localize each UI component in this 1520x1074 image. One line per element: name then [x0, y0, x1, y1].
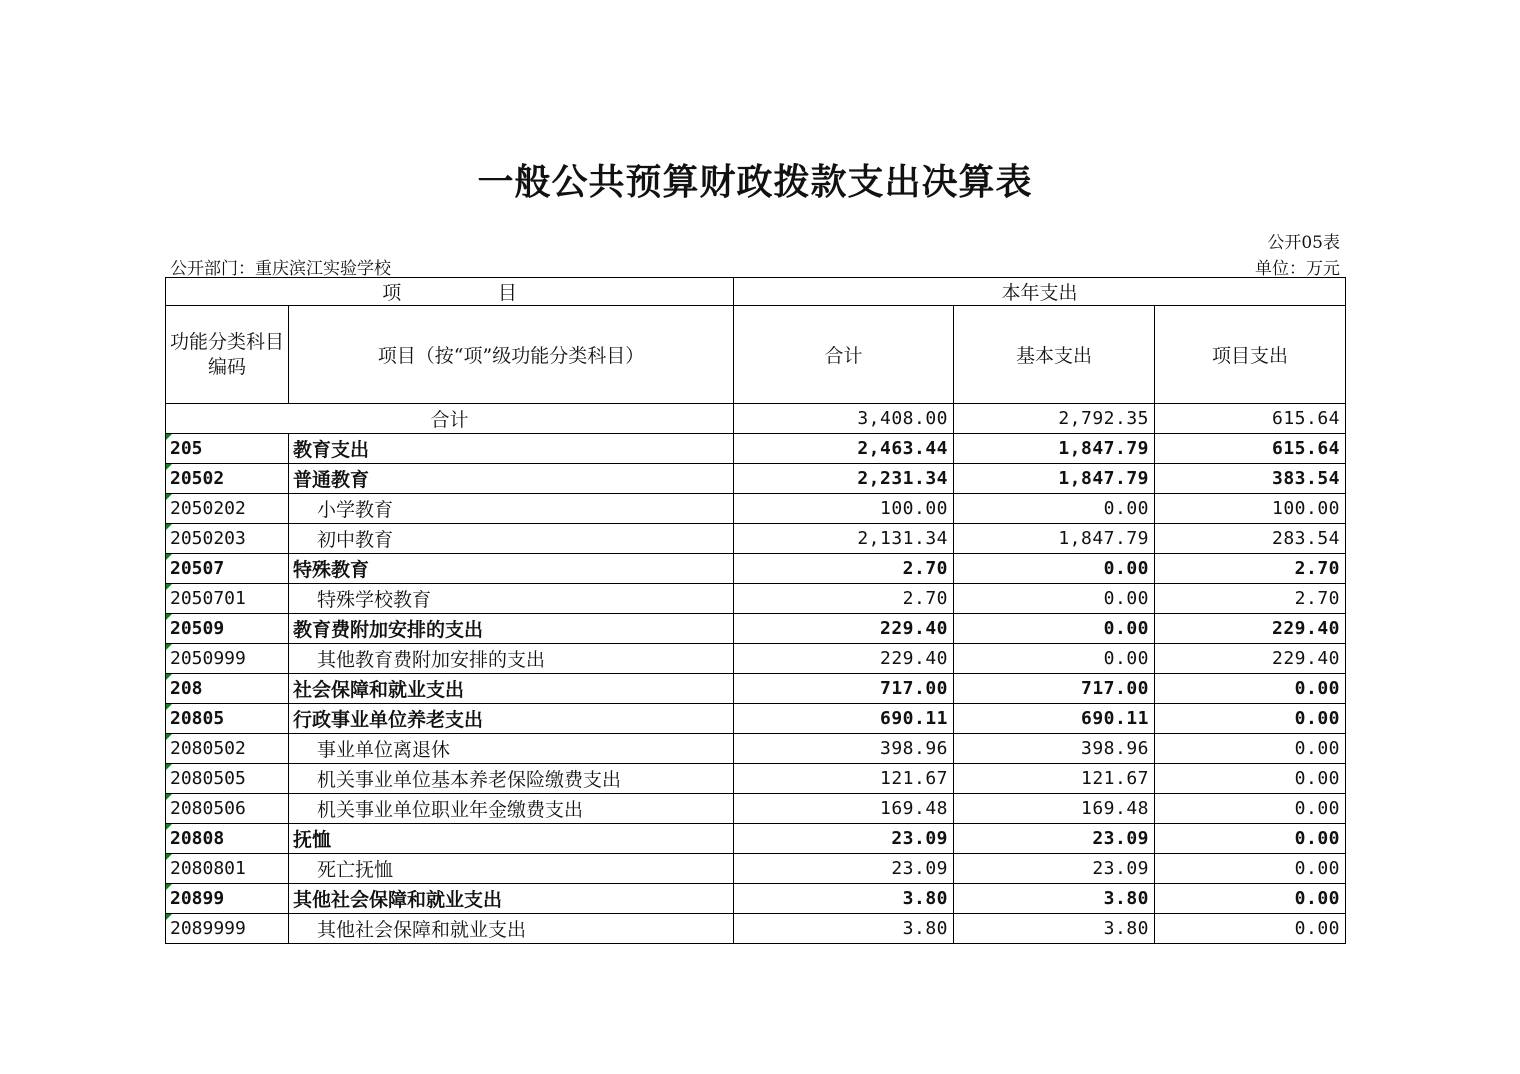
code-text: 20502 — [170, 468, 225, 489]
header-project: 项目支出 — [1155, 306, 1346, 404]
code-text: 2080801 — [170, 858, 246, 879]
total-cell: 2,463.44 — [734, 434, 954, 464]
name-cell: 教育费附加安排的支出 — [289, 614, 734, 644]
table-row — [166, 734, 1346, 764]
code-cell — [166, 614, 289, 644]
cell-marker-icon — [166, 644, 172, 650]
code-cell — [166, 584, 289, 614]
header-code: 功能分类科目编码 — [166, 306, 289, 404]
total-cell: 2,131.34 — [734, 524, 954, 554]
name-cell: 社会保障和就业支出 — [289, 674, 734, 704]
project-cell: 2.70 — [1155, 554, 1346, 584]
cell-marker-icon — [166, 794, 172, 800]
header-name: 项目（按“项”级功能分类科目） — [289, 306, 734, 404]
code-text: 2050701 — [170, 588, 246, 609]
code-cell — [166, 434, 289, 464]
table-row — [166, 644, 1346, 674]
cell-marker-icon — [166, 884, 172, 890]
basic-cell: 1,847.79 — [954, 434, 1155, 464]
total-cell: 229.40 — [734, 614, 954, 644]
table-row — [166, 494, 1346, 524]
table-row — [166, 674, 1346, 704]
header-row-1 — [166, 278, 1346, 306]
code-text: 2050203 — [170, 528, 246, 549]
basic-cell: 169.48 — [954, 794, 1155, 824]
code-cell — [166, 854, 289, 884]
code-text: 2080502 — [170, 738, 246, 759]
code-cell — [166, 884, 289, 914]
basic-cell: 0.00 — [954, 614, 1155, 644]
total-row — [166, 404, 1346, 434]
name-cell: 事业单位离退休 — [289, 734, 734, 764]
cell-marker-icon — [166, 494, 172, 500]
project-cell: 0.00 — [1155, 704, 1346, 734]
cell-marker-icon — [166, 704, 172, 710]
basic-cell: 121.67 — [954, 764, 1155, 794]
form-number: 公开05表 — [1267, 233, 1340, 253]
basic-cell: 3.80 — [954, 914, 1155, 944]
code-text: 20507 — [170, 558, 225, 579]
cell-marker-icon — [166, 524, 172, 530]
name-cell: 其他社会保障和就业支出 — [289, 914, 734, 944]
basic-cell: 23.09 — [954, 824, 1155, 854]
code-cell — [166, 914, 289, 944]
cell-marker-icon — [166, 764, 172, 770]
code-cell — [166, 704, 289, 734]
header-item-group: 项 目 — [166, 278, 734, 306]
cell-marker-icon — [166, 434, 172, 440]
total-cell: 690.11 — [734, 704, 954, 734]
cell-marker-icon — [166, 854, 172, 860]
basic-cell: 0.00 — [954, 584, 1155, 614]
name-cell: 死亡抚恤 — [289, 854, 734, 884]
total-cell: 3.80 — [734, 914, 954, 944]
page-title: 一般公共预算财政拨款支出决算表 — [477, 162, 1033, 203]
table-row — [166, 884, 1346, 914]
table-row — [166, 794, 1346, 824]
code-text: 208 — [170, 678, 203, 699]
total-cell: 23.09 — [734, 854, 954, 884]
header-total: 合计 — [734, 306, 954, 404]
project-cell: 0.00 — [1155, 884, 1346, 914]
total-cell: 100.00 — [734, 494, 954, 524]
project-cell: 0.00 — [1155, 674, 1346, 704]
total-cell: 2,231.34 — [734, 464, 954, 494]
expense-table — [165, 277, 1346, 944]
header-year-expense: 本年支出 — [734, 278, 1346, 306]
name-cell: 抚恤 — [289, 824, 734, 854]
code-text: 20509 — [170, 618, 225, 639]
total-cell: 717.00 — [734, 674, 954, 704]
basic-cell: 690.11 — [954, 704, 1155, 734]
project-cell: 283.54 — [1155, 524, 1346, 554]
total-cell: 169.48 — [734, 794, 954, 824]
code-cell — [166, 464, 289, 494]
project-cell: 2.70 — [1155, 584, 1346, 614]
code-text: 2089999 — [170, 918, 246, 939]
code-text: 2050999 — [170, 648, 246, 669]
table-row — [166, 464, 1346, 494]
department-label: 公开部门：重庆滨江实验学校 — [170, 259, 391, 279]
name-cell: 机关事业单位职业年金缴费支出 — [289, 794, 734, 824]
code-text: 205 — [170, 438, 203, 459]
code-text: 20805 — [170, 708, 225, 729]
basic-cell: 23.09 — [954, 854, 1155, 884]
basic-cell: 3.80 — [954, 884, 1155, 914]
basic-cell: 0.00 — [954, 494, 1155, 524]
code-cell — [166, 764, 289, 794]
basic-cell: 1,847.79 — [954, 524, 1155, 554]
code-cell — [166, 674, 289, 704]
basic-cell: 0.00 — [954, 644, 1155, 674]
unit-label: 单位：万元 — [1255, 259, 1340, 279]
name-cell: 机关事业单位基本养老保险缴费支出 — [289, 764, 734, 794]
project-cell: 0.00 — [1155, 854, 1346, 884]
code-cell — [166, 824, 289, 854]
total-cell: 229.40 — [734, 644, 954, 674]
cell-marker-icon — [166, 554, 172, 560]
total-label: 合计 — [166, 404, 734, 434]
table-row — [166, 854, 1346, 884]
cell-marker-icon — [166, 584, 172, 590]
basic-cell: 1,847.79 — [954, 464, 1155, 494]
table-row — [166, 704, 1346, 734]
total-cell: 2.70 — [734, 554, 954, 584]
code-cell — [166, 794, 289, 824]
cell-marker-icon — [166, 674, 172, 680]
project-cell: 0.00 — [1155, 824, 1346, 854]
code-cell — [166, 494, 289, 524]
project-cell: 229.40 — [1155, 614, 1346, 644]
table-row — [166, 554, 1346, 584]
total-basic: 2,792.35 — [954, 404, 1155, 434]
total-cell: 23.09 — [734, 824, 954, 854]
project-cell: 229.40 — [1155, 644, 1346, 674]
total-cell: 398.96 — [734, 734, 954, 764]
code-text: 2080506 — [170, 798, 246, 819]
cell-marker-icon — [166, 614, 172, 620]
table-row — [166, 584, 1346, 614]
table-row — [166, 764, 1346, 794]
total-cell: 2.70 — [734, 584, 954, 614]
project-cell: 0.00 — [1155, 734, 1346, 764]
project-cell: 615.64 — [1155, 434, 1346, 464]
cell-marker-icon — [166, 824, 172, 830]
name-cell: 其他教育费附加安排的支出 — [289, 644, 734, 674]
table-row — [166, 614, 1346, 644]
cell-marker-icon — [166, 914, 172, 920]
project-cell: 100.00 — [1155, 494, 1346, 524]
name-cell: 特殊教育 — [289, 554, 734, 584]
table-row — [166, 824, 1346, 854]
code-cell — [166, 644, 289, 674]
name-cell: 特殊学校教育 — [289, 584, 734, 614]
basic-cell: 398.96 — [954, 734, 1155, 764]
code-text: 20899 — [170, 888, 225, 909]
code-text: 2050202 — [170, 498, 246, 519]
table-row — [166, 524, 1346, 554]
cell-marker-icon — [166, 734, 172, 740]
project-cell: 0.00 — [1155, 794, 1346, 824]
name-cell: 初中教育 — [289, 524, 734, 554]
name-cell: 其他社会保障和就业支出 — [289, 884, 734, 914]
name-cell: 小学教育 — [289, 494, 734, 524]
table-row — [166, 914, 1346, 944]
name-cell: 教育支出 — [289, 434, 734, 464]
code-cell — [166, 524, 289, 554]
project-cell: 0.00 — [1155, 764, 1346, 794]
header-basic: 基本支出 — [954, 306, 1155, 404]
code-cell — [166, 734, 289, 764]
code-cell — [166, 554, 289, 584]
basic-cell: 0.00 — [954, 554, 1155, 584]
header-row-2 — [166, 306, 1346, 404]
total-project: 615.64 — [1155, 404, 1346, 434]
basic-cell: 717.00 — [954, 674, 1155, 704]
table-row — [166, 434, 1346, 464]
name-cell: 普通教育 — [289, 464, 734, 494]
code-text: 20808 — [170, 828, 225, 849]
code-text: 2080505 — [170, 768, 246, 789]
cell-marker-icon — [166, 464, 172, 470]
project-cell: 0.00 — [1155, 914, 1346, 944]
total-total: 3,408.00 — [734, 404, 954, 434]
total-cell: 3.80 — [734, 884, 954, 914]
total-cell: 121.67 — [734, 764, 954, 794]
name-cell: 行政事业单位养老支出 — [289, 704, 734, 734]
project-cell: 383.54 — [1155, 464, 1346, 494]
